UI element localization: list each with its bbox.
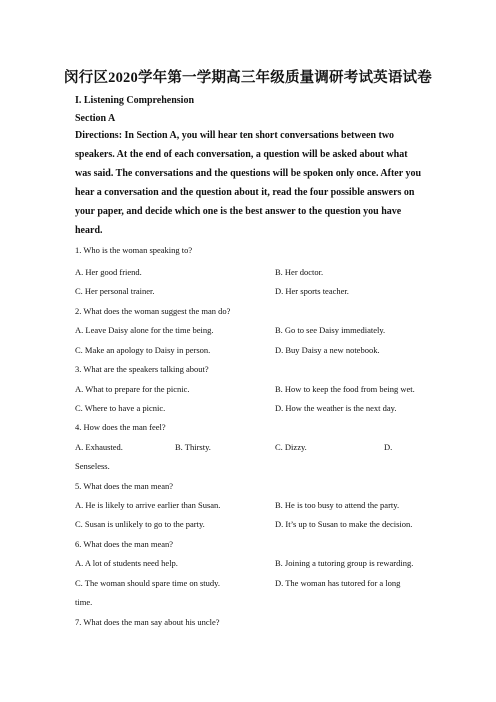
option-3c: C. Where to have a picnic. xyxy=(75,403,166,413)
question-5: 5. What does the man mean? xyxy=(75,481,174,491)
option-5a: A. He is likely to arrive earlier than Susan. xyxy=(75,500,221,510)
option-4d-continued: Senseless. xyxy=(75,461,110,471)
part-heading: I. Listening Comprehension xyxy=(75,95,195,106)
option-6b: B. Joining a tutoring group is rewarding. xyxy=(275,558,414,568)
directions-line: Directions: In Section A, you will hear ten short conversations between two xyxy=(75,130,395,141)
option-1b: B. Her doctor. xyxy=(275,267,324,277)
question-3: 3. What are the speakers talking about? xyxy=(75,364,209,374)
document-title: 闵行区2020学年第一学期高三年级质量调研考试英语试卷 xyxy=(64,70,432,86)
option-3b: B. How to keep the food from being wet. xyxy=(275,384,415,394)
option-3d: D. How the weather is the next day. xyxy=(275,403,397,413)
option-4d: D. xyxy=(384,442,393,452)
option-2c: C. Make an apology to Daisy in person. xyxy=(75,345,211,355)
option-6c: C. The woman should spare time on study. xyxy=(75,578,220,588)
question-6: 6. What does the man mean? xyxy=(75,539,174,549)
option-6d-continued: time. xyxy=(75,597,93,607)
option-4b: B. Thirsty. xyxy=(175,442,211,452)
option-2a: A. Leave Daisy alone for the time being. xyxy=(75,325,214,335)
directions-line: heard. xyxy=(75,225,103,236)
option-4a: A. Exhausted. xyxy=(75,442,123,452)
directions xyxy=(75,126,425,240)
directions-line: your paper, and decide which one is the best answer to the question you have xyxy=(75,206,402,217)
option-1d: D. Her sports teacher. xyxy=(275,286,349,296)
option-5b: B. He is too busy to attend the party. xyxy=(275,500,400,510)
question-2: 2. What does the woman suggest the man do? xyxy=(75,306,231,316)
option-5d: D. It’s up to Susan to make the decision. xyxy=(275,519,413,529)
directions-line: hear a conversation and the question about it, read the four possible answers on xyxy=(75,187,415,198)
option-6a: A. A lot of students need help. xyxy=(75,558,178,568)
section-heading: Section A xyxy=(75,113,116,124)
directions-line: was said. The conversations and the questions will be spoken only once. After you xyxy=(75,168,422,179)
directions-line: speakers. At the end of each conversation, a question will be asked about what xyxy=(75,149,408,160)
option-4c: C. Dizzy. xyxy=(275,442,307,452)
question-4: 4. How does the man feel? xyxy=(75,422,166,432)
option-1a: A. Her good friend. xyxy=(75,267,142,277)
option-5c: C. Susan is unlikely to go to the party. xyxy=(75,519,205,529)
option-2b: B. Go to see Daisy immediately. xyxy=(275,325,386,335)
question-7: 7. What does the man say about his uncle? xyxy=(75,617,220,627)
option-6d: D. The woman has tutored for a long xyxy=(275,578,401,588)
option-1c: C. Her personal trainer. xyxy=(75,286,155,296)
option-2d: D. Buy Daisy a new notebook. xyxy=(275,345,380,355)
question-1: 1. Who is the woman speaking to? xyxy=(75,245,193,255)
option-3a: A. What to prepare for the picnic. xyxy=(75,384,190,394)
